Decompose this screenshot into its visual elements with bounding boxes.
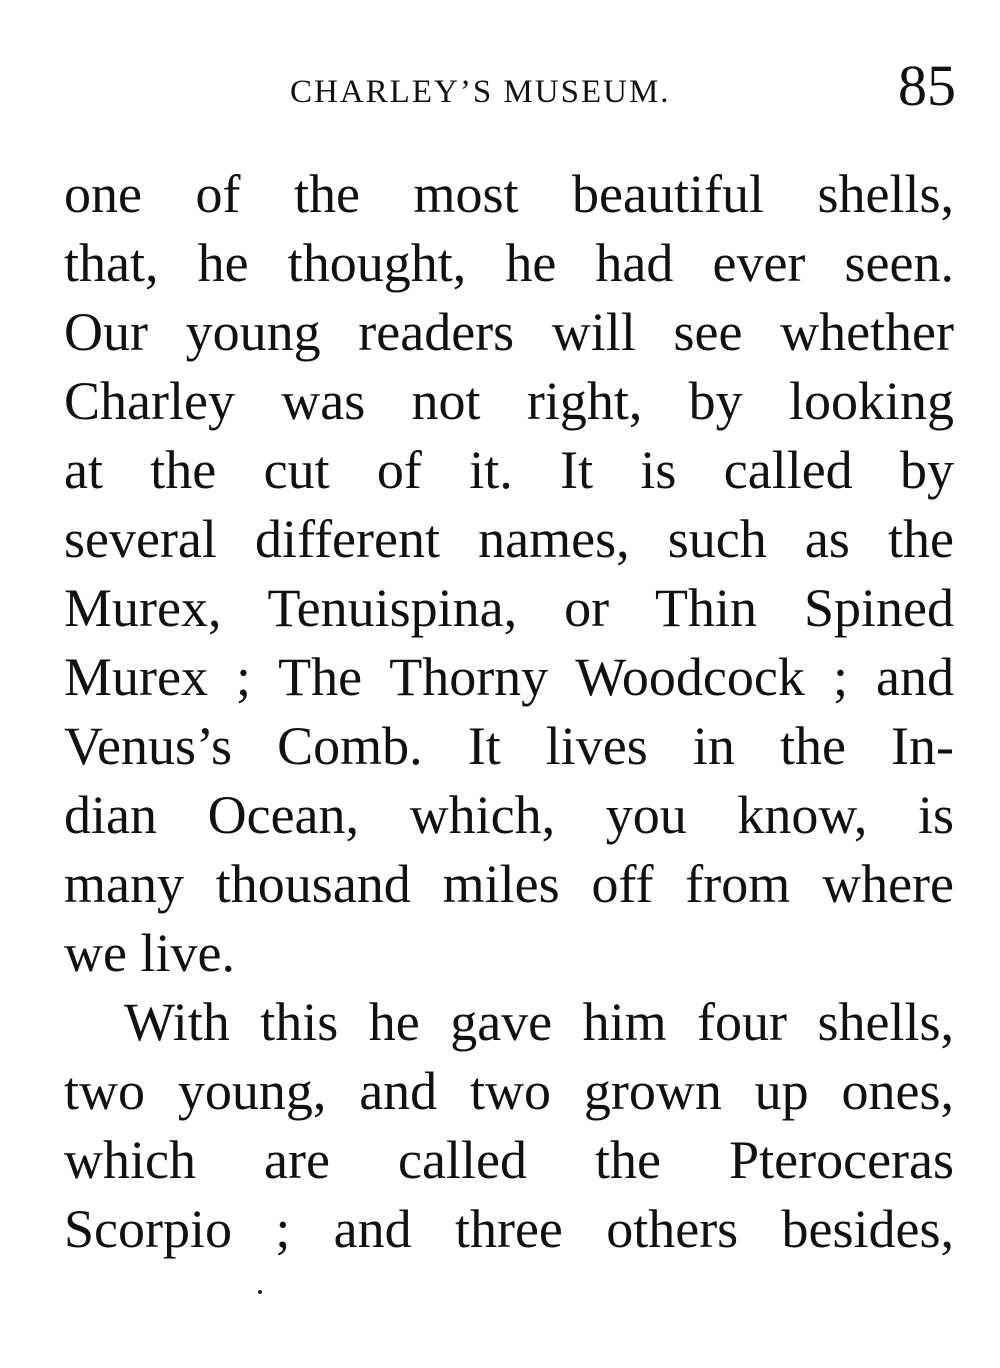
print-speck	[258, 1290, 262, 1294]
text-line: Our young readers will see whether	[64, 302, 954, 362]
paragraph-1	[64, 160, 954, 988]
body-text	[64, 160, 954, 1264]
text-line: which are called the Pteroceras	[64, 1130, 954, 1190]
text-line: one of the most beautiful shells,	[64, 164, 954, 224]
page-number: 85	[898, 53, 956, 118]
text-line: Scorpio ; and three others besides,	[64, 1199, 954, 1259]
text-line: With this he gave him four shells,	[124, 992, 954, 1052]
running-head	[0, 53, 1000, 118]
paragraph-2	[64, 988, 954, 1264]
text-line: Murex ; The Thorny Woodcock ; and	[64, 647, 954, 707]
text-line: two young, and two grown up ones,	[64, 1061, 954, 1121]
text-line: several different names, such as the	[64, 509, 954, 569]
text-line: at the cut of it. It is called by	[64, 440, 954, 500]
text-line: Charley was not right, by looking	[64, 371, 954, 431]
text-line: we live.	[64, 923, 235, 983]
text-line: Murex, Tenuispina, or Thin Spined	[64, 578, 954, 638]
text-line: dian Ocean, which, you know, is	[64, 785, 954, 845]
text-line: many thousand miles off from where	[64, 854, 954, 914]
text-line: Venus’s Comb. It lives in the In-	[64, 716, 954, 776]
text-line: that, he thought, he had ever seen.	[64, 233, 954, 293]
running-title: CHARLEY’S MUSEUM.	[290, 74, 671, 110]
